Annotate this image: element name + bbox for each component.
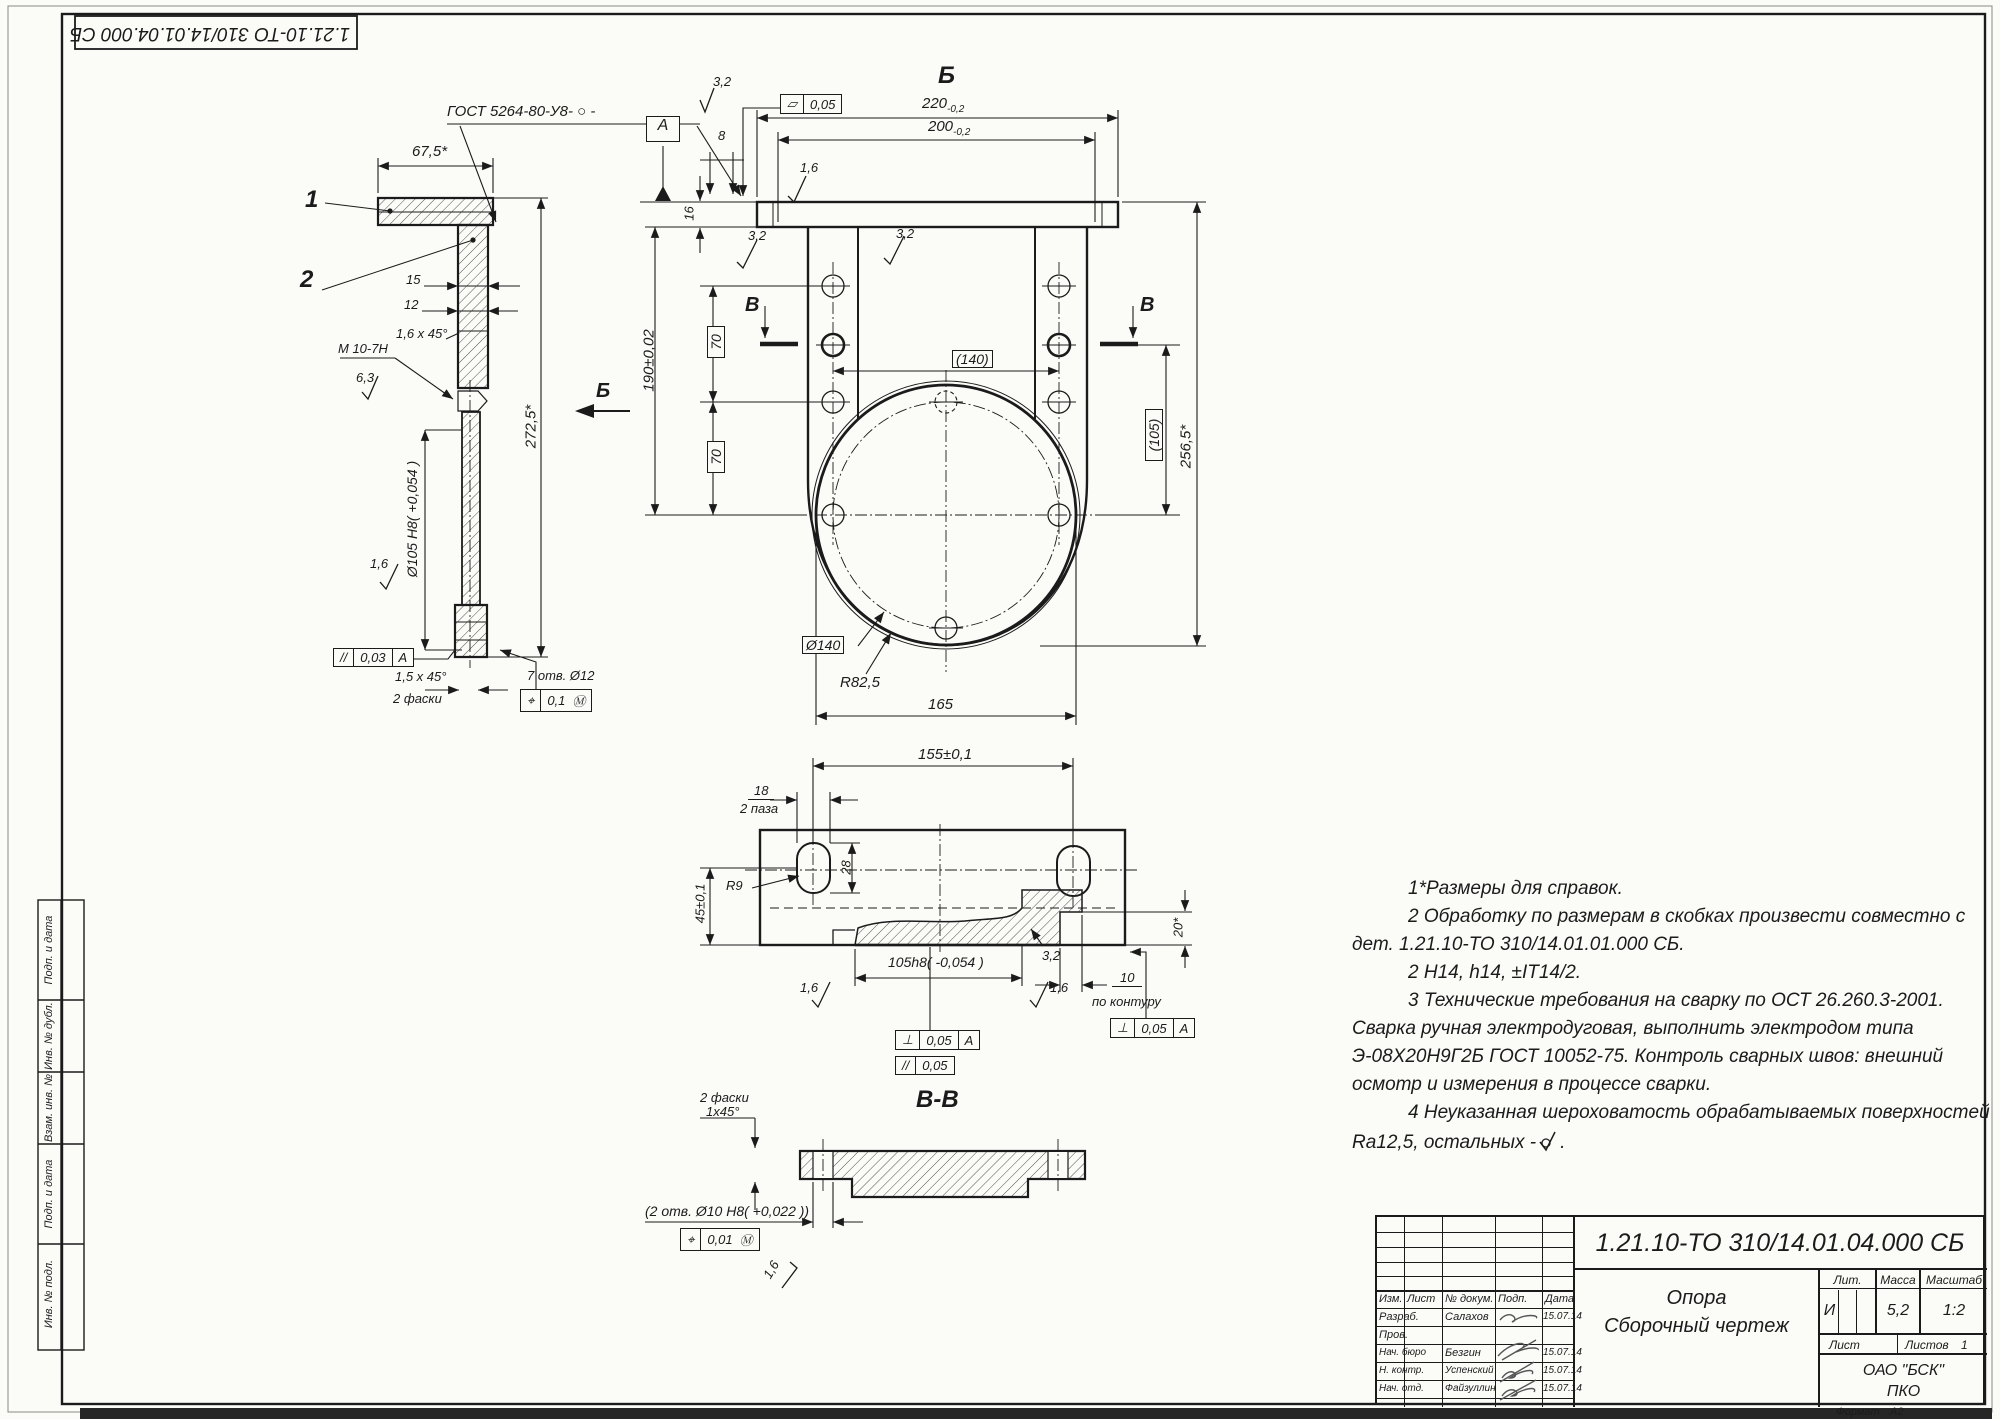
position-value-bb: 0,01 — [700, 1229, 738, 1250]
parallelism-value: 0,03 — [353, 649, 391, 666]
roughness-1-6-bb: 1,6 — [760, 1257, 783, 1282]
role-razrab: Разраб. — [1379, 1311, 1419, 1323]
dim-7-holes-d12: 7 отв. Ø12 — [527, 668, 595, 683]
note-line: 3 Технические требования на сварку по ОСТ 26.260.3-2001. — [1408, 990, 1944, 1011]
position-frame-left — [520, 689, 592, 712]
parallelism-frame-left — [333, 648, 414, 667]
note-line: Сварка ручная электродуговая, выполнить электродом типа — [1352, 1018, 1914, 1039]
note-period: . — [1560, 1132, 1566, 1153]
titleblock-doc-type: Сборочный чертеж — [1604, 1315, 1789, 1337]
top-stamp-text: 1.21.10-ТО 310/14.01.04.000 СБ — [69, 23, 350, 44]
name-razrab: Салахов — [1445, 1311, 1489, 1323]
dim-140-ref: (140) — [956, 351, 989, 367]
margin-label-inv-dup: Инв. № дубл. — [43, 1002, 55, 1070]
note-line: осмотр и измерения в процессе сварки. — [1352, 1074, 1712, 1095]
roughness-1-6-bottom-b: 1,6 — [1050, 980, 1069, 995]
parallelism-datum: А — [392, 649, 414, 666]
titleblock-part-name: Опора — [1666, 1287, 1727, 1309]
position-modifier: Ⓜ — [572, 694, 586, 709]
position-frame-bb — [680, 1228, 760, 1251]
parallelism-value-bottom: 0,05 — [915, 1057, 953, 1074]
format-label: Формат — [1836, 1406, 1880, 1418]
flatness-symbol: ▱ — [787, 96, 797, 111]
dim-thread-m10: М 10-7Н — [338, 341, 388, 356]
roughness-3-2-b: 3,2 — [896, 226, 915, 241]
perpendicularity-symbol: ⊥ — [902, 1032, 914, 1047]
dim-chamfer-count: 2 фаски — [393, 691, 442, 706]
titleblock-header-doc: № докум. — [1445, 1293, 1494, 1305]
position-symbol: ⌖ — [527, 692, 535, 708]
signatures — [1496, 1290, 1543, 1402]
name-nach-buro: Безгин — [1445, 1347, 1481, 1359]
dim-220 — [922, 95, 964, 115]
roughness-3-2-a: 3,2 — [748, 228, 767, 243]
dim-200 — [928, 118, 970, 138]
note-line: 4 Неуказанная шероховатость обрабатываемых поверхностей — [1408, 1102, 1990, 1123]
titleblock-company: ОАО "БСК" — [1862, 1362, 1945, 1379]
perpendicularity2-symbol: ⊥ — [1117, 1020, 1129, 1035]
dim-165: 165 — [928, 696, 954, 713]
date-nach-buro: 15.07.14 — [1543, 1347, 1582, 1358]
dim-256-5: 256,5* — [1177, 424, 1195, 469]
dia-140-box — [802, 636, 844, 654]
dim-70-box-a — [707, 326, 725, 358]
dim-12: 12 — [404, 297, 419, 312]
dim-200-value: 200 — [928, 118, 954, 135]
titleblock-mass-header: Масса — [1880, 1273, 1916, 1287]
titleblock-header-izm: Изм. — [1379, 1293, 1403, 1305]
datum-a-label: А — [657, 117, 669, 134]
dim-2-slots: 2 паза — [740, 801, 779, 816]
titleblock-doc-number: 1.21.10-ТО 310/14.01.04.000 СБ — [1595, 1229, 1965, 1257]
margin-label-vzam-inv: Взам. инв. № — [43, 1073, 55, 1143]
titleblock-lit-header: Лит. — [1833, 1273, 1862, 1287]
section-b-label-right: В — [1140, 294, 1155, 316]
date-nach-otd: 15.07.14 — [1543, 1383, 1582, 1394]
datum-a-box — [646, 116, 680, 142]
titleblock-header-sign: Подп. — [1498, 1293, 1528, 1305]
left-view-geometry — [322, 198, 493, 668]
note-line: 1*Размеры для справок. — [1408, 878, 1623, 899]
titleblock-header-list: Лист — [1407, 1293, 1436, 1305]
dim-16: 16 — [681, 206, 697, 221]
perpendicularity-frame-bottom — [895, 1030, 980, 1050]
margin-label-inv-podl: Инв. № подл. — [43, 1259, 55, 1329]
titleblock-header-date: Дата — [1545, 1293, 1575, 1305]
dim-15: 15 — [406, 272, 421, 287]
note-line: 2 Обработку по размерам в скобках произвести совместно с — [1408, 906, 1966, 927]
roughness-6-3: 6,3 — [356, 370, 375, 385]
dim-105h8: 105h8( -0,054 ) — [888, 954, 984, 970]
titleblock-mass-value: 5,2 — [1886, 1302, 1910, 1319]
titleblock-scale-header: Масштаб — [1925, 1273, 1983, 1287]
name-n-kontr: Успенский — [1445, 1365, 1494, 1376]
bottom-view-geometry — [745, 824, 1140, 952]
view-arrow-label-b: Б — [596, 380, 611, 402]
margin-label-sign-date-2: Подп. и дата — [43, 1159, 55, 1229]
titleblock-department: ПКО — [1886, 1383, 1921, 1400]
roughness-rest-icon — [1536, 1130, 1560, 1152]
date-n-kontr: 15.07.14 — [1543, 1365, 1582, 1376]
note-line: Э-08Х20Н9Г2Б ГОСТ 10052-75. Контроль сварных швов: внешний — [1352, 1046, 1944, 1067]
roughness-1-6-left: 1,6 — [370, 556, 389, 571]
dim-220-value: 220 — [922, 95, 948, 112]
section-bb-title: В-В — [916, 1086, 959, 1113]
dim-chamfer-15x45: 1,5 x 45° — [395, 669, 447, 684]
callout-item-2: 2 — [300, 266, 314, 293]
dim-190: 190±0,02 — [640, 329, 658, 392]
dim-272-5: 272,5* — [522, 404, 540, 449]
perpendicularity-value: 0,05 — [919, 1031, 957, 1049]
note-line-last — [1352, 1130, 1565, 1154]
titleblock-scale-value: 1:2 — [1942, 1302, 1966, 1319]
dim-45: 45±0,1 — [692, 883, 708, 924]
dim-r9: R9 — [726, 878, 743, 893]
role-n-kontr: Н. контр. — [1379, 1365, 1425, 1376]
note-line: дет. 1.21.10-ТО 310/14.01.01.000 СБ. — [1352, 934, 1685, 955]
bb-chamfer-count: 2 фаски — [700, 1090, 749, 1105]
dim-105-ref-box — [1145, 409, 1163, 461]
flatness-value: 0,05 — [803, 95, 841, 113]
scan-bottom-strip — [80, 1408, 1992, 1419]
front-view-dimension-lines — [640, 108, 1206, 725]
titleblock-lit-value: И — [1823, 1302, 1836, 1319]
bb-holes-note: (2 отв. Ø10 Н8( +0,022 )) — [645, 1203, 810, 1219]
dim-chamfer-16x45: 1,6 x 45° — [396, 326, 448, 341]
roughness-3-2-bottom: 3,2 — [1042, 948, 1061, 963]
position-symbol-bb: ⌖ — [687, 1231, 695, 1247]
position-modifier-bb: Ⓜ — [739, 1233, 753, 1248]
dia-140: Ø140 — [806, 637, 841, 653]
dim-18: 18 — [748, 783, 774, 800]
section-b-label-left: В — [745, 294, 760, 316]
role-nach-buro: Нач. бюро — [1379, 1347, 1427, 1358]
front-view-title: Б — [938, 62, 955, 89]
position-value: 0,1 — [540, 690, 571, 711]
perpendicularity-frame-right — [1110, 1018, 1195, 1038]
note-line: 2 Н14, h14, ±IT14/2. — [1408, 962, 1582, 983]
role-prov: Пров. — [1379, 1329, 1409, 1341]
date-razrab: 15.07.14 — [1543, 1311, 1582, 1322]
format-value: А2 — [1890, 1406, 1904, 1418]
dim-220-tol: -0,2 — [947, 104, 965, 115]
titleblock-sheets-value: 1 — [1961, 1338, 1968, 1352]
dim-8: 8 — [718, 128, 726, 143]
perpendicularity2-datum: А — [1173, 1019, 1195, 1037]
dim-67-5: 67,5* — [412, 143, 448, 160]
title-block — [1375, 1215, 1985, 1405]
dim-10-contour: по контуру — [1092, 994, 1161, 1009]
callout-item-1: 1 — [305, 186, 319, 213]
roughness-1-6-front: 1,6 — [800, 160, 819, 175]
bb-chamfer-size: 1х45° — [706, 1104, 740, 1119]
dim-r82-5: R82,5 — [840, 674, 881, 691]
dim-bore-105h8: Ø105 Н8( +0,054 ) — [404, 460, 420, 578]
dim-200-tol: -0,2 — [953, 127, 971, 138]
front-view-geometry — [757, 202, 1118, 672]
dim-70-b: 70 — [708, 449, 724, 465]
margin-label-sign-date-1: Подп. и дата — [43, 915, 55, 985]
dim-10: 10 — [1112, 970, 1142, 987]
flatness-frame — [780, 94, 842, 114]
weld-gost-note: ГОСТ 5264-80-У8- ○ - — [447, 103, 596, 120]
perpendicularity-datum: А — [958, 1031, 980, 1049]
role-nach-otd: Нач. отд. — [1379, 1383, 1424, 1394]
weld-roughness-value: 3,2 — [713, 74, 732, 89]
perpendicularity2-value: 0,05 — [1134, 1019, 1172, 1037]
dim-28: 28 — [838, 860, 854, 875]
dim-140-ref-box — [952, 350, 993, 368]
titleblock-sheets-header: Листов — [1905, 1338, 1949, 1352]
dim-70-a: 70 — [708, 334, 724, 350]
titleblock-sheet-header: Лист — [1829, 1338, 1860, 1352]
roughness-1-6-bottom-a: 1,6 — [800, 980, 819, 995]
dim-105-ref: (105) — [1146, 418, 1162, 452]
sheet-edge — [8, 6, 1992, 1412]
dim-20: 20* — [1170, 917, 1186, 938]
parallelism-symbol: // — [340, 650, 348, 665]
section-bb-geometry — [800, 1139, 1085, 1197]
note-ra-text: Ra12,5, остальных - — [1352, 1132, 1537, 1153]
dim-70-box-b — [707, 441, 725, 473]
parallelism-symbol-bottom: // — [902, 1058, 910, 1073]
parallelism-frame-bottom — [895, 1056, 955, 1075]
name-nach-otd: Файзуллин — [1445, 1383, 1496, 1394]
dim-155: 155±0,1 — [918, 746, 973, 763]
